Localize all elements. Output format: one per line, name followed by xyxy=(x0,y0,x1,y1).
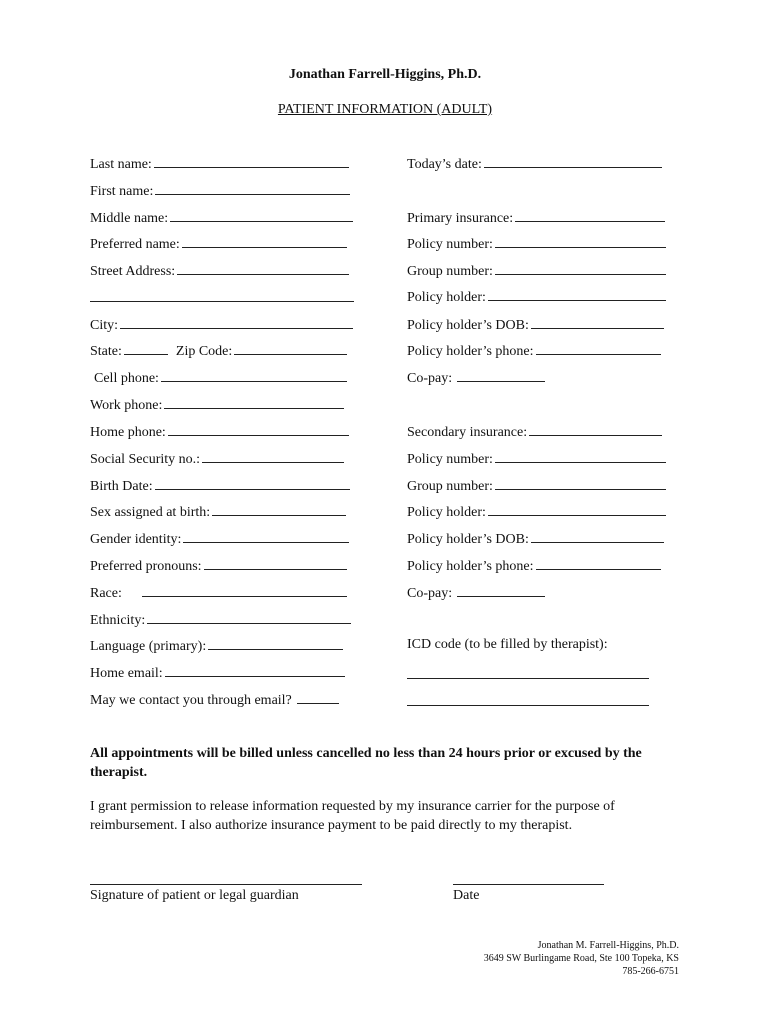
signature-label: Signature of patient or legal guardian xyxy=(90,888,299,903)
policy-holder-input[interactable] xyxy=(488,288,666,301)
birth-date-field xyxy=(90,477,350,495)
sex-at-birth-input[interactable] xyxy=(212,503,346,516)
permission-text: I grant permission to release information requested by my insurance carrier for the purpose of reimbursement. I also authorize insurance payment to be paid directly to my therapist. xyxy=(90,799,615,833)
policy-holder-label: Policy holder: xyxy=(407,290,486,305)
cell-phone-input[interactable] xyxy=(161,369,347,382)
home-phone-field xyxy=(90,423,349,441)
zip-code-label: Zip Code: xyxy=(175,344,233,359)
secondary-policy-holder-field xyxy=(407,503,666,521)
secondary-policy-holder-phone-field xyxy=(407,557,661,575)
race-field xyxy=(90,584,347,602)
preferred-name-label: Preferred name: xyxy=(90,237,180,252)
ssn-field xyxy=(90,450,344,468)
zip-code-input[interactable] xyxy=(234,342,347,355)
secondary-copay-label: Co-pay: xyxy=(407,586,453,601)
preferred-pronouns-label: Preferred pronouns: xyxy=(90,559,202,574)
copay-field xyxy=(407,369,545,387)
email-contact-label: May we contact you through email? xyxy=(90,693,292,708)
street-address-line-2[interactable] xyxy=(90,301,354,302)
home-phone-label: Home phone: xyxy=(90,425,166,440)
street-address-input[interactable] xyxy=(177,262,349,275)
policy-holder-phone-input[interactable] xyxy=(536,342,661,355)
birth-date-input[interactable] xyxy=(155,477,350,490)
policy-holder-dob-label: Policy holder’s DOB: xyxy=(407,318,529,333)
cell-phone-label: Cell phone: xyxy=(94,371,159,386)
secondary-policy-number-label: Policy number: xyxy=(407,452,493,467)
group-number-input[interactable] xyxy=(495,262,666,275)
icd-code-line-2[interactable] xyxy=(407,705,649,706)
secondary-policy-holder-input[interactable] xyxy=(488,503,666,516)
sex-at-birth-label: Sex assigned at birth: xyxy=(90,505,211,520)
form-title: PATIENT INFORMATION (ADULT) xyxy=(277,102,493,117)
secondary-copay-field xyxy=(407,584,545,602)
state-zip-field xyxy=(90,342,347,360)
street-address-field xyxy=(90,262,349,280)
secondary-insurance-label: Secondary insurance: xyxy=(407,425,528,440)
street-address-label: Street Address: xyxy=(90,264,176,279)
preferred-pronouns-field xyxy=(90,557,347,575)
race-label: Race: xyxy=(90,586,122,601)
todays-date-label: Today’s date: xyxy=(407,157,482,172)
first-name-label: First name: xyxy=(90,184,154,199)
first-name-field xyxy=(90,182,350,200)
city-field xyxy=(90,316,353,334)
home-email-input[interactable] xyxy=(165,664,345,677)
signature-line[interactable] xyxy=(90,884,362,885)
home-email-field xyxy=(90,664,345,682)
secondary-group-number-input[interactable] xyxy=(495,477,666,490)
policy-number-input[interactable] xyxy=(495,235,666,248)
middle-name-field xyxy=(90,209,353,227)
secondary-group-number-label: Group number: xyxy=(407,479,493,494)
language-input[interactable] xyxy=(208,637,343,650)
last-name-field xyxy=(90,155,349,173)
secondary-policy-number-field xyxy=(407,450,666,468)
language-field xyxy=(90,637,343,655)
ssn-input[interactable] xyxy=(202,450,344,463)
birth-date-label: Birth Date: xyxy=(90,479,153,494)
secondary-policy-holder-phone-input[interactable] xyxy=(536,557,661,570)
billing-notice: All appointments will be billed unless cancelled no less than 24 hours prior or excused by the therapist. xyxy=(90,746,642,780)
last-name-label: Last name: xyxy=(90,157,152,172)
policy-holder-phone-label: Policy holder’s phone: xyxy=(407,344,534,359)
email-contact-field xyxy=(90,691,339,709)
primary-insurance-input[interactable] xyxy=(515,209,665,222)
policy-number-label: Policy number: xyxy=(407,237,493,252)
secondary-copay-input[interactable] xyxy=(457,584,545,597)
footer-address: 3649 SW Burlingame Road, Ste 100 Topeka, KS xyxy=(483,953,679,964)
secondary-policy-holder-dob-label: Policy holder’s DOB: xyxy=(407,532,529,547)
city-input[interactable] xyxy=(120,316,353,329)
gender-identity-input[interactable] xyxy=(183,530,349,543)
last-name-input[interactable] xyxy=(154,155,349,168)
preferred-name-input[interactable] xyxy=(182,235,347,248)
home-phone-input[interactable] xyxy=(168,423,349,436)
work-phone-label: Work phone: xyxy=(90,398,163,413)
secondary-policy-holder-label: Policy holder: xyxy=(407,505,486,520)
secondary-policy-holder-dob-input[interactable] xyxy=(531,530,664,543)
group-number-field xyxy=(407,262,666,280)
copay-label: Co-pay: xyxy=(407,371,453,386)
copay-input[interactable] xyxy=(457,369,545,382)
gender-identity-field xyxy=(90,530,349,548)
group-number-label: Group number: xyxy=(407,264,493,279)
ssn-label: Social Security no.: xyxy=(90,452,201,467)
ethnicity-input[interactable] xyxy=(147,611,351,624)
cell-phone-field xyxy=(94,369,347,387)
secondary-insurance-input[interactable] xyxy=(529,423,662,436)
ethnicity-label: Ethnicity: xyxy=(90,613,146,628)
state-label: State: xyxy=(90,344,122,359)
primary-insurance-field xyxy=(407,209,665,227)
icd-code-line-1[interactable] xyxy=(407,678,649,679)
todays-date-field xyxy=(407,155,662,173)
secondary-policy-holder-phone-label: Policy holder’s phone: xyxy=(407,559,534,574)
secondary-policy-number-input[interactable] xyxy=(495,450,666,463)
middle-name-label: Middle name: xyxy=(90,211,169,226)
icd-code-label: ICD code (to be filled by therapist): xyxy=(407,637,608,652)
ethnicity-field xyxy=(90,611,351,629)
sex-at-birth-field xyxy=(90,503,346,521)
preferred-pronouns-input[interactable] xyxy=(204,557,347,570)
first-name-input[interactable] xyxy=(155,182,350,195)
state-input[interactable] xyxy=(124,342,168,355)
date-label: Date xyxy=(453,888,480,903)
secondary-policy-holder-dob-field xyxy=(407,530,664,548)
footer-phone: 785-266-6751 xyxy=(622,966,679,977)
secondary-group-number-field xyxy=(407,477,666,495)
middle-name-input[interactable] xyxy=(170,209,353,222)
secondary-insurance-field xyxy=(407,423,662,441)
gender-identity-label: Gender identity: xyxy=(90,532,182,547)
policy-holder-field xyxy=(407,288,666,306)
preferred-name-field xyxy=(90,235,347,253)
policy-holder-phone-field xyxy=(407,342,661,360)
todays-date-input[interactable] xyxy=(484,155,662,168)
work-phone-field xyxy=(90,396,344,414)
city-label: City: xyxy=(90,318,119,333)
footer-name: Jonathan M. Farrell-Higgins, Ph.D. xyxy=(537,940,679,951)
work-phone-input[interactable] xyxy=(164,396,344,409)
date-line[interactable] xyxy=(453,884,604,885)
policy-holder-dob-input[interactable] xyxy=(531,316,664,329)
home-email-label: Home email: xyxy=(90,666,163,681)
language-label: Language (primary): xyxy=(90,639,207,654)
policy-number-field xyxy=(407,235,666,253)
policy-holder-dob-field xyxy=(407,316,664,334)
race-input[interactable] xyxy=(142,584,347,597)
primary-insurance-label: Primary insurance: xyxy=(407,211,514,226)
doctor-name: Jonathan Farrell-Higgins, Ph.D. xyxy=(288,67,482,82)
email-contact-input[interactable] xyxy=(297,691,339,704)
